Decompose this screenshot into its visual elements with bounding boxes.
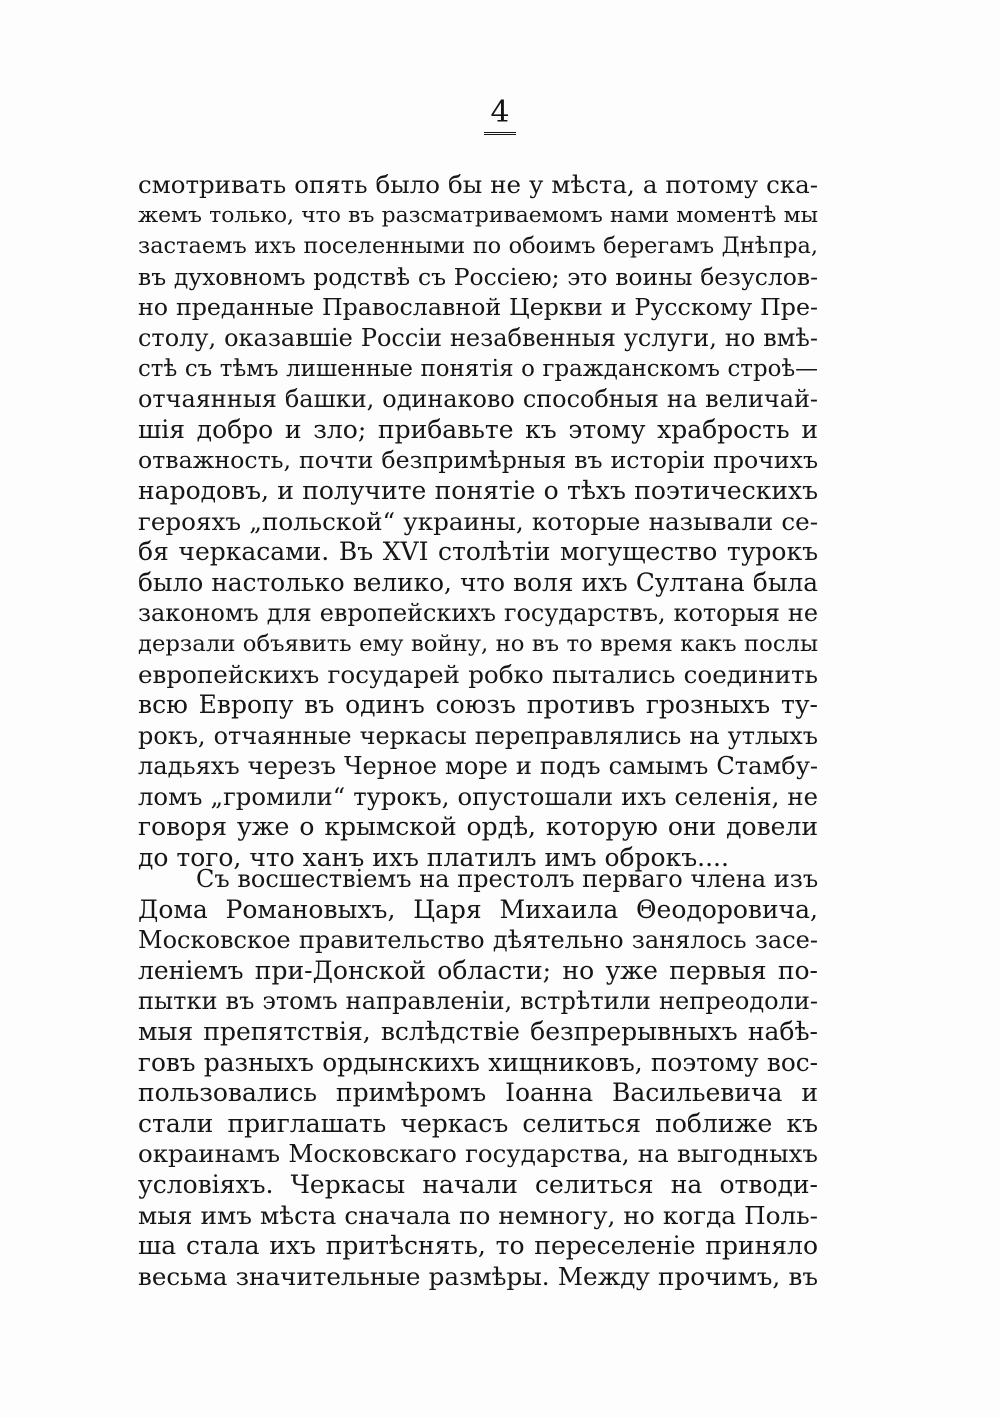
text-line: жемъ только, что въ разсматриваемомъ нами моментѣ мы <box>138 202 818 228</box>
text-line: европейскихъ государей робко пытались соединить <box>138 659 818 689</box>
text-line: дерзали объявить ему войну, но въ то время какъ послы <box>138 630 818 657</box>
text-line: отважность, почти безпримѣрныя въ исторiи прочихъ <box>138 446 818 475</box>
text-line: стѣ съ тѣмъ лишенные понятiя о гражданскомъ строѣ— <box>138 355 818 382</box>
text-line: условiяхъ. Черкасы начали селиться на отводи- <box>138 1169 818 1199</box>
page-number-container <box>0 96 1000 135</box>
text-line: Московское правительство дѣятельно занялось засе- <box>138 926 818 955</box>
text-line: весьма значительные размѣры. Между прочимъ, въ <box>138 1261 818 1291</box>
text-line: мыя препятствiя, вслѣдствiе безпрерывныхъ набѣ- <box>138 1016 818 1046</box>
text-line: говъ разныхъ ордынскихъ хищниковъ, поэтому вос- <box>138 1047 818 1077</box>
text-line: окраинамъ Московскаго государства, на выгодныхъ <box>138 1139 818 1169</box>
text-line: пользовались примѣромъ Iоанна Васильевича и <box>138 1078 818 1108</box>
text-line: Дома Романовыхъ, Царя Михаила Θеодоровича, <box>138 894 818 924</box>
text-line: мыя имъ мѣста сначала по немногу, но когда Поль- <box>138 1200 818 1230</box>
text-line: ша стала ихъ притѣснять, то переселенiе приняло <box>138 1231 818 1261</box>
text-line: бя черкасами. Въ XVI столѣтiи могущество турокъ <box>138 537 818 567</box>
text-line: ленiемъ при-Донской области; но уже первыя по- <box>138 955 818 985</box>
text-line: смотривать опять было бы не у мѣста, а потому ска- <box>138 170 818 199</box>
text-line: закономъ для европейскихъ государствъ, которыя не <box>138 599 818 628</box>
text-line: пытки въ этомъ направленiи, встрѣтили непреодоли- <box>138 987 818 1016</box>
page-number: 4 <box>484 96 515 135</box>
text-line-indented: Съ восшествiемъ на престолъ перваго члена изъ <box>196 865 819 893</box>
text-line: говоря уже о крымской ордѣ, которую они довели <box>138 812 818 842</box>
text-line: застаемъ ихъ поселенными по обоимъ берегамъ Днѣпра, <box>138 233 818 260</box>
paragraph-2 <box>138 864 818 1292</box>
text-line: шiя добро и зло; прибавьте къ этому храбрость и <box>138 414 818 444</box>
text-line: отчаянныя башки, одинаково способныя на величай- <box>138 385 818 414</box>
text-line: рокъ, отчаянные черкасы переправлялись на утлыхъ <box>138 721 818 750</box>
text-line: но преданные Православной Церкви и Русскому Пре- <box>138 293 818 322</box>
text-line-last: до того, что ханъ ихъ платилъ имъ оброкъ.... <box>138 843 729 873</box>
text-line: столу, оказавшiе Россiи незабвенныя услуги, но вмѣ- <box>138 323 818 352</box>
text-line: въ духовномъ родствѣ съ Россiею; это воины безуслов- <box>138 262 818 291</box>
text-line: ломъ „громили“ турокъ, опустошали ихъ селенiя, не <box>138 781 818 811</box>
text-line: ладьяхъ черезъ Черное море и подъ самымъ Стамбу- <box>138 752 818 781</box>
paragraph-1 <box>138 170 818 874</box>
text-line: народовъ, и получите понятiе о тѣхъ поэтическихъ <box>138 475 818 505</box>
text-line: герояхъ „польской“ украины, которые называли се- <box>138 506 818 536</box>
text-line: было настолько велико, что воля ихъ Султана была <box>138 567 818 597</box>
text-line: всю Европу въ одинъ союзъ противъ грозныхъ ту- <box>138 690 818 720</box>
text-line: стали приглашать черкасъ селиться поближе къ <box>138 1108 818 1138</box>
